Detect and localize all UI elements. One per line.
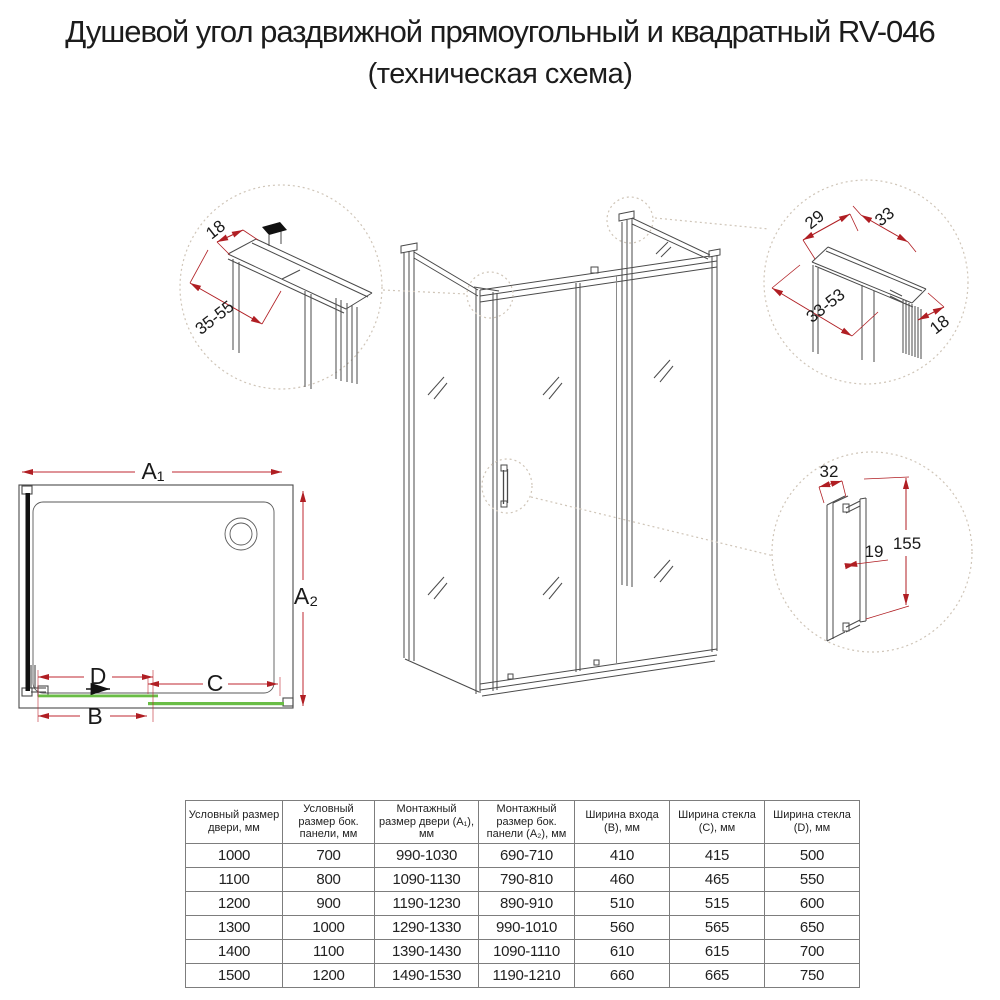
plan-dim-b: B	[87, 703, 103, 729]
title-line-1: Душевой угол раздвижной прямоугольный и квадратный RV-046	[65, 14, 935, 49]
cell: 1090-1130	[375, 868, 479, 892]
col-header: Ширина стекла (С), мм	[670, 801, 765, 844]
cell: 515	[670, 892, 765, 916]
cell: 790-810	[479, 868, 575, 892]
dim-label-155: 155	[892, 534, 922, 553]
cell: 460	[575, 868, 670, 892]
cell: 415	[670, 844, 765, 868]
cell: 1290-1330	[375, 916, 479, 940]
dim-label-18-left: 18	[202, 216, 229, 243]
plan-dim-d: D	[89, 663, 107, 689]
cell: 1200	[186, 892, 283, 916]
col-header: Ширина входа (В), мм	[575, 801, 670, 844]
cell: 1090-1110	[479, 940, 575, 964]
cell: 500	[765, 844, 860, 868]
cell: 1390-1430	[375, 940, 479, 964]
dim-label-32: 32	[819, 462, 839, 481]
cell: 1300	[186, 916, 283, 940]
front-frame	[474, 249, 720, 696]
col-header: Монтажный размер бок. панели (А₂), мм	[479, 801, 575, 844]
detail-top-left	[190, 216, 372, 389]
col-header: Условный размер бок. панели, мм	[283, 801, 375, 844]
left-side-panel-glass	[405, 252, 479, 692]
dim-label-35-55: 35-55	[191, 296, 238, 339]
sliding-door-edges	[576, 276, 617, 672]
dim-label-18-right: 18	[926, 311, 953, 338]
cell: 990-1030	[375, 844, 479, 868]
cell: 750	[765, 964, 860, 988]
cell: 565	[670, 916, 765, 940]
title-line-2: (техническая схема)	[367, 58, 633, 90]
wall-bracket-cap	[262, 222, 287, 235]
detail-top-right	[772, 203, 953, 362]
cell: 1100	[283, 940, 375, 964]
cell: 800	[283, 868, 375, 892]
cell: 1490-1530	[375, 964, 479, 988]
cell: 700	[283, 844, 375, 868]
wall-profile-plan	[26, 493, 31, 691]
door-glass-plan	[38, 695, 158, 698]
cell: 690-710	[479, 844, 575, 868]
cell: 890-910	[479, 892, 575, 916]
right-wall-profile	[619, 211, 634, 587]
cell: 700	[765, 940, 860, 964]
dim-label-33-53: 33-53	[802, 284, 849, 327]
col-header: Ширина стекла (D), мм	[765, 801, 860, 844]
dim-label-19: 19	[864, 542, 884, 561]
cell: 560	[575, 916, 670, 940]
cell: 610	[575, 940, 670, 964]
table-row	[186, 892, 860, 916]
cell: 1500	[186, 964, 283, 988]
cell: 510	[575, 892, 670, 916]
cell: 600	[765, 892, 860, 916]
cell: 1400	[186, 940, 283, 964]
left-wall-profile	[401, 243, 417, 661]
cell: 615	[670, 940, 765, 964]
dim-label-33: 33	[871, 203, 898, 230]
col-header: Монтажный размер двери (А₁), мм	[375, 801, 479, 844]
cell: 410	[575, 844, 670, 868]
cell: 1000	[283, 916, 375, 940]
detail-handle	[819, 462, 921, 641]
plan-view	[19, 458, 318, 729]
cell: 650	[765, 916, 860, 940]
size-table	[185, 800, 860, 988]
cell: 1000	[186, 844, 283, 868]
side-panel-glass-plan	[148, 702, 284, 705]
cell: 465	[670, 868, 765, 892]
door-handle-3d	[501, 465, 508, 507]
plan-dim-a2: A₂	[293, 583, 319, 609]
cell: 990-1010	[479, 916, 575, 940]
size-table-header	[186, 801, 860, 844]
dim-label-29: 29	[801, 206, 828, 233]
table-row	[186, 844, 860, 868]
cell: 1190-1230	[375, 892, 479, 916]
cell: 1100	[186, 868, 283, 892]
plan-dim-a1: A₁	[141, 458, 165, 484]
cell: 660	[575, 964, 670, 988]
table-row	[186, 940, 860, 964]
table-row	[186, 964, 860, 988]
cell: 665	[670, 964, 765, 988]
table-row	[186, 868, 860, 892]
glass-reflections	[543, 360, 673, 599]
table-row	[186, 916, 860, 940]
cell: 1190-1210	[479, 964, 575, 988]
enclosure-3d-view	[401, 211, 720, 696]
plan-dim-c: C	[206, 670, 224, 696]
cell: 1200	[283, 964, 375, 988]
col-header: Условный размер двери, мм	[186, 801, 283, 844]
cell: 900	[283, 892, 375, 916]
cell: 550	[765, 868, 860, 892]
